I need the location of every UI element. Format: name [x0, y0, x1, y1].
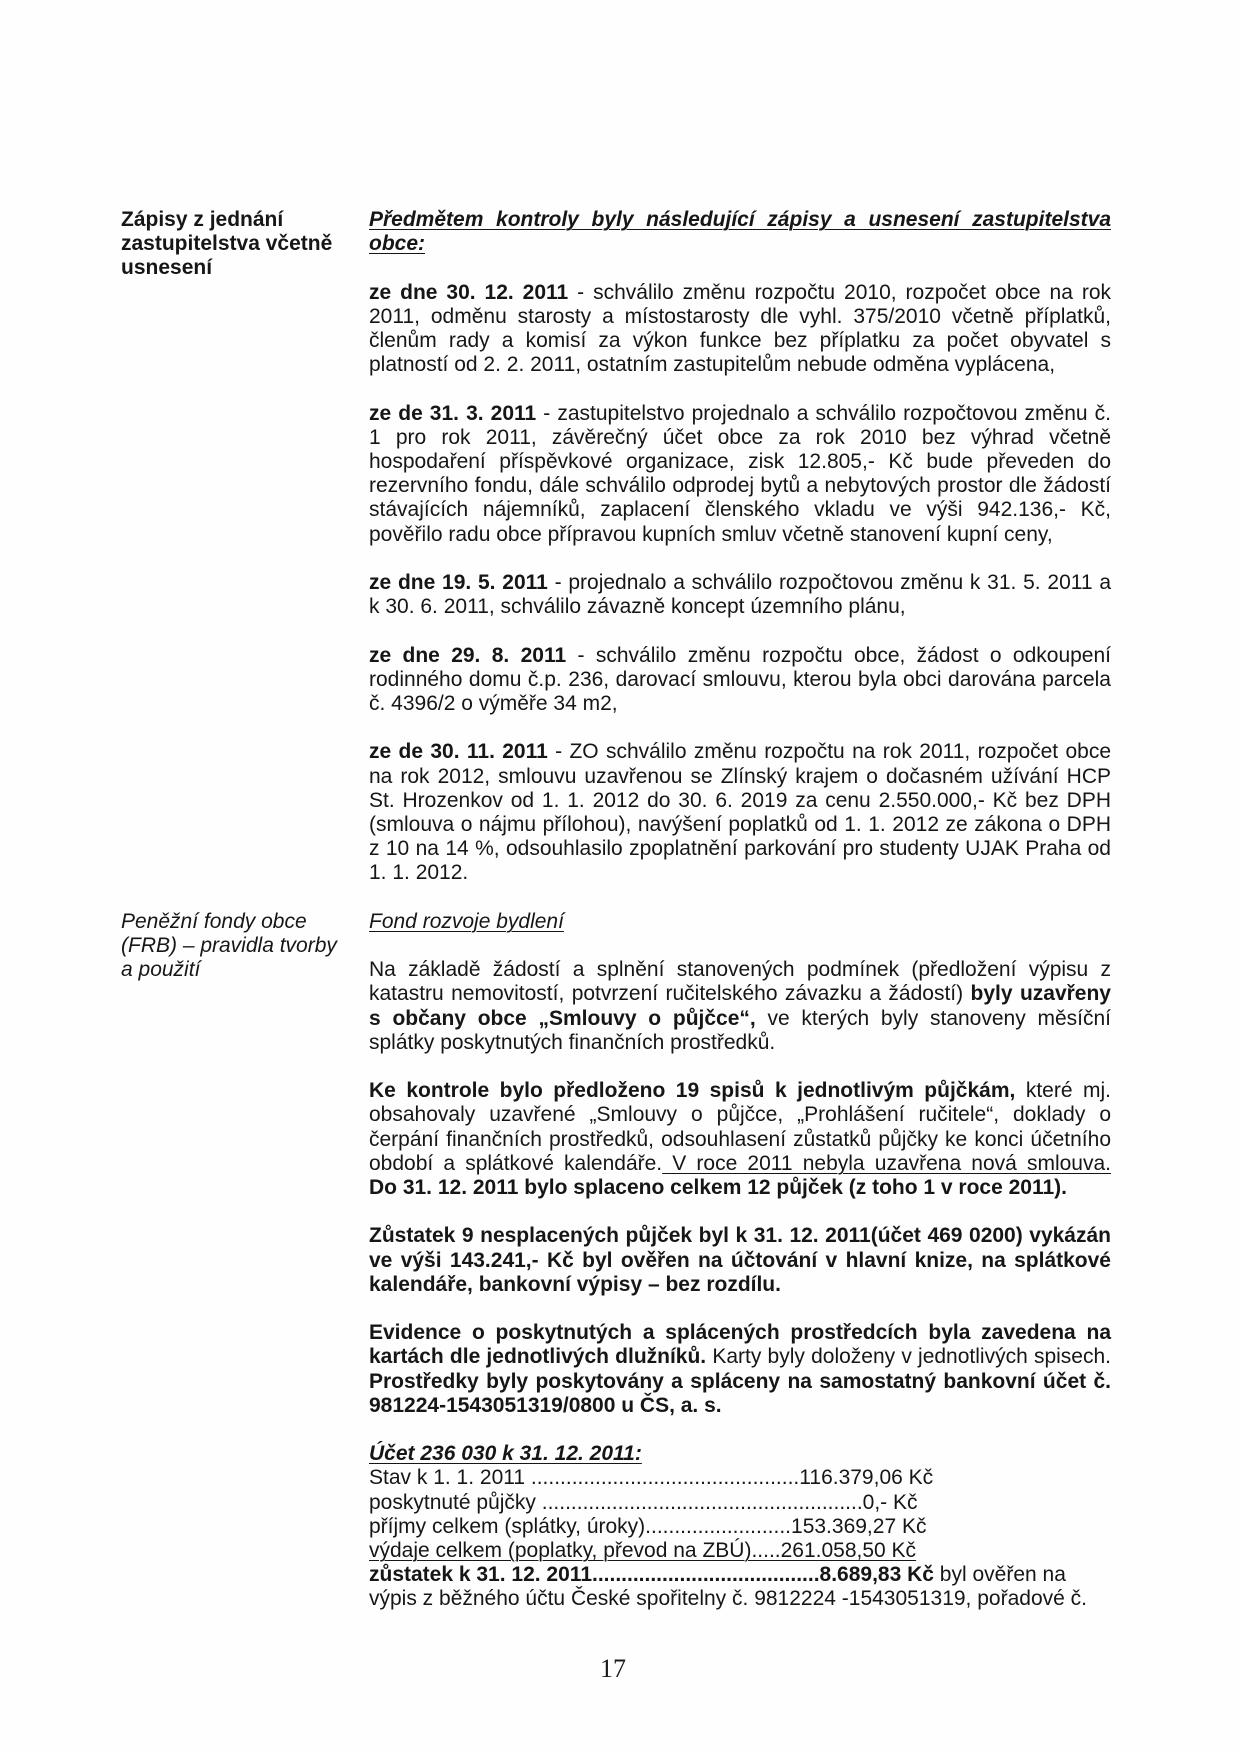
council-minutes-section — [121, 208, 1111, 886]
loan-files-body — [369, 1079, 1111, 1176]
account-line-loans: poskytnuté půjčky .......................................................0,- Kč — [369, 1490, 918, 1514]
paragraph-text: které mj. obsahovaly uzavřené „Smlouvy o půjčce, „Prohlášení ručitele“, doklady o čerpání finančních prostředků, odsouhlasení zůstatků půjčky ke konci účetního období a splátkové kalendáře. — [369, 1079, 1111, 1175]
page-body — [121, 208, 1111, 1612]
council-minutes-content — [369, 208, 1111, 886]
label-line: usnesení — [121, 256, 213, 280]
account-line-income: příjmy celkem (splátky, úroky).........................153.369,27 Kč — [369, 1514, 927, 1538]
housing-fund-heading: Fond rozvoje bydlení — [369, 909, 564, 933]
loan-files-paragraph — [369, 1079, 1111, 1200]
minutes-entry-text: - schválilo změnu rozpočtu obce, žádost o odkoupení rodinného domu č.p. 236, darovací smlouvu, kterou byla obci darována parcela č. 4396/2 o výměře 34 m2, — [369, 643, 1111, 715]
paragraph-text: Na základě žádostí a splnění stanovených podmínek (předložení výpisu z katastru nemovitostí, potvrzení ručitelského závazku a žádostí) — [369, 958, 1111, 1006]
minutes-entry-text: - projednalo a schválilo rozpočtovou změnu k 31. 5. 2011 a k 30. 6. 2011, schválilo závazně koncept územního plánu, — [369, 571, 1111, 619]
minutes-entry-text: - ZO schválilo změnu rozpočtu na rok 2011, rozpočet obce na rok 2012, smlouvu uzavřenou se Zlínský krajem o dočasném užívání HCP St. Hrozenkov od 1. 1. 2012 do 30. 6. 2019 za cenu 2.550.000,- Kč bez DPH (smlouva o nájmu přílohou), navýšení poplatků od 1. 1. 2012 ze zákona o DPH z 10 na 14 %, odsouhlasilo zpoplatnění parkování pro studenty UJAK Praha od 1. 1. 2012. — [369, 740, 1112, 885]
housing-fund-label — [121, 910, 369, 1612]
housing-fund-section — [121, 910, 1111, 1612]
account-line-expenses: výdaje celkem (poplatky, převod na ZBÚ).....261.058,50 Kč — [369, 1539, 917, 1562]
housing-fund-content — [369, 910, 1111, 1612]
account-line-opening: Stav k 1. 1. 2011 ..............................................116.379,06 Kč — [369, 1466, 934, 1490]
paragraph-emphasis: Ke kontrole bylo předloženo 19 spisů k jednotlivým půjčkám, — [369, 1079, 1016, 1103]
paragraph-emphasis: byly uzavřeny s občany obce „Smlouvy o půjčce“, — [369, 982, 1111, 1030]
account-heading-line — [369, 1442, 1111, 1466]
paragraph-emphasis: Prostředky byly poskytovány a spláceny na samostatný bankovní účet č. 981224-1543051319/0800 u ČS, a. s. — [369, 1369, 1111, 1417]
minutes-entry — [369, 644, 1111, 717]
account-heading: Účet 236 030 k 31. 12. 2011: — [369, 1442, 642, 1466]
account-balance-note: byl ověřen na — [933, 1563, 1066, 1587]
paragraph-underlined: V roce 2011 nebyla uzavřena nová smlouva. — [662, 1151, 1112, 1175]
minutes-entry — [369, 740, 1111, 885]
account-line-expenses-row — [369, 1539, 1111, 1563]
minutes-entry-date: ze de 31. 3. 2011 — [369, 401, 537, 425]
minutes-entry-text: - schválilo změnu rozpočtu 2010, rozpočet obce na rok 2011, odměnu starosty a místostarosty dle vyhl. 375/2010 včetně příplatků, členům rady a komisí za výkon funkce bez příplatku za počet obyvatel s platností od 2. 2. 2011, ostatním zastupitelům nebude odměna vyplácena, — [369, 280, 1111, 377]
paragraph-emphasis: Evidence o poskytnutých a splácených prostředcích byla zavedena na kartách dle jednotlivých dlužníků. — [369, 1321, 1111, 1369]
label-line: a použití — [121, 958, 201, 982]
council-minutes-label — [121, 208, 369, 886]
housing-fund-heading-paragraph — [369, 910, 1111, 934]
records-paragraph — [369, 1321, 1111, 1418]
loan-repaid-summary: Do 31. 12. 2011 bylo splaceno celkem 12 půjček (z toho 1 v roce 2011). — [369, 1176, 1068, 1199]
minutes-entry-date: ze dne 29. 8. 2011 — [369, 643, 567, 667]
paragraph-text: Karty byly doloženy v jednotlivých spisech. — [706, 1345, 1111, 1369]
paragraph-text: ve kterých byly stanoveny měsíční splátky poskytnutých finančních prostředků. — [369, 1006, 1111, 1054]
label-line: Zápisy z jednání — [121, 208, 284, 231]
minutes-entry-text: - zastupitelstvo projednalo a schválilo rozpočtovou změnu č. 1 pro rok 2011, závěrečný účet obce za rok 2010 bez výhrad včetně hospodaření příspěvkové organizace, zisk 12.805,- Kč bude převeden do rezervního fondu, dále schválilo odprodej bytů a nebytových prostor dle žádostí stávajících nájemníků, zaplacení členského vkladu ve výši 942.136,- Kč, pověřilo radu obce přípravou kupních smluv včetně stanovení kupní ceny, — [369, 401, 1111, 546]
minutes-entry — [369, 281, 1111, 378]
account-line-balance — [369, 1563, 1111, 1611]
label-line: (FRB) – pravidla tvorby — [121, 934, 337, 957]
minutes-entry — [369, 402, 1111, 547]
minutes-entry — [369, 571, 1111, 619]
loan-contracts-paragraph — [369, 958, 1111, 1055]
balance-check-paragraph: Zůstatek 9 nesplacených půjček byl k 31. 12. 2011(účet 469 0200) vykázán ve výši 143.241,- Kč byl ověřen na účtování v hlavní knize, na splátkové kalendáře, bankovní výpisy – bez rozdílu. — [369, 1224, 1111, 1296]
account-balance-note: výpis z běžného účtu České spořitelny č. 9812224 -1543051319, pořadové č. — [369, 1587, 1087, 1611]
account-balance: zůstatek k 31. 12. 2011.......................................8.689,83 Kč — [369, 1563, 934, 1587]
label-line: zastupitelstva včetně — [121, 232, 333, 256]
label-line: Peněžní fondy obce — [121, 909, 307, 933]
minutes-entry-date: ze dne 30. 12. 2011 — [369, 280, 569, 304]
page-number: 17 — [600, 1654, 626, 1683]
council-minutes-heading: Předmětem kontroly byly následující zápisy a usnesení zastupitelstva obce: — [369, 208, 1111, 256]
account-statement — [369, 1442, 1111, 1611]
minutes-entry-date: ze dne 19. 5. 2011 — [369, 571, 548, 594]
minutes-entry-date: ze de 30. 11. 2011 — [369, 740, 548, 764]
